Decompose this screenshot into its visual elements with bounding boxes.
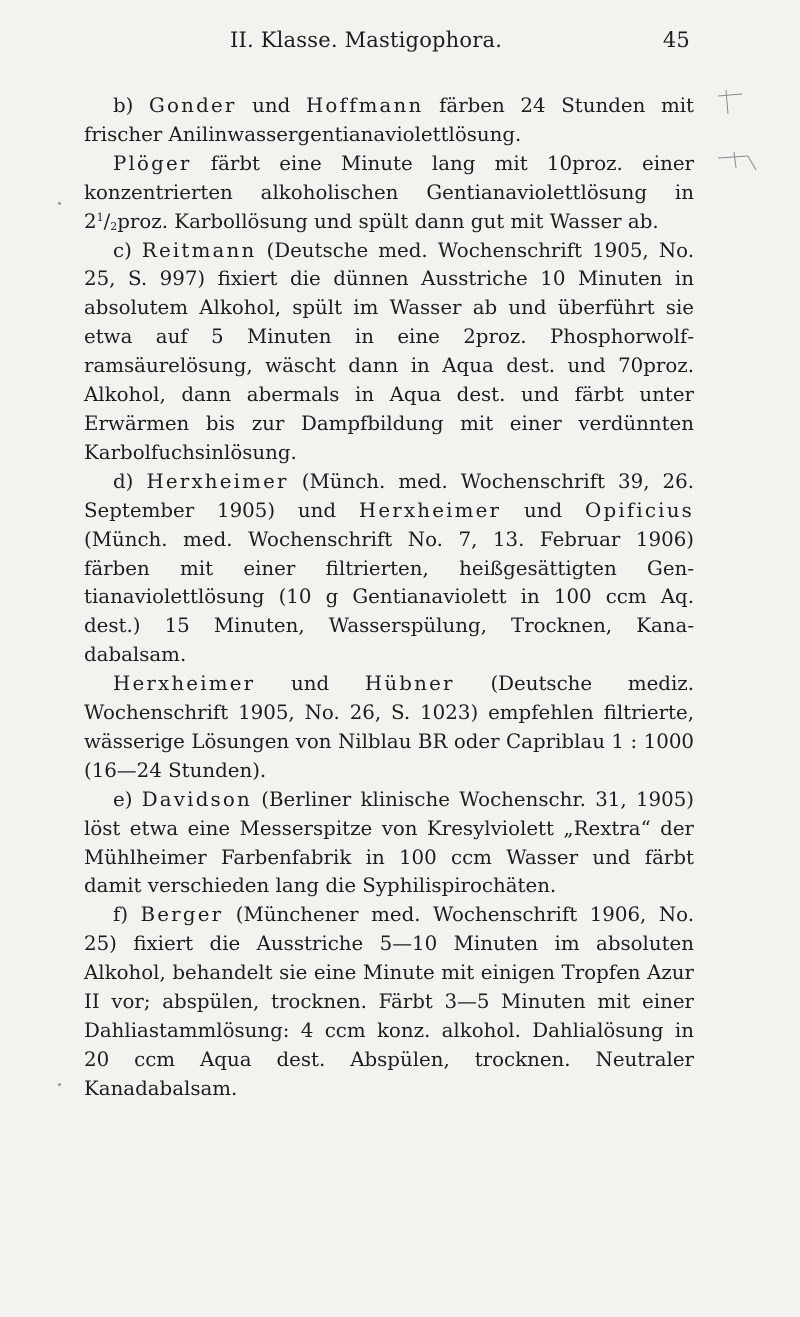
text-run: (Deutsche med. Wochenschrift 1905, No. 25, S. 997) fixiert die dünnen Ausstriche 10 Minuten in absolutem Alkohol, spült im Wasser ab und überführt sie etwa auf 5 Minuten in eine 2proz. Phosphorwolframsäurelösung, wäscht dann in Aqua dest. und 70proz. Alkohol, dann abermals in Aqua dest. und färbt unter Erwärmen bis zur Dampfbildung mit einer verdünnten Karbolfuchsinlösung. <box>84 238 694 464</box>
author-name: Plöger <box>113 151 192 175</box>
paragraph-d <box>84 468 694 670</box>
margin-dot <box>58 202 61 205</box>
text-run: und <box>236 94 306 117</box>
text-run: (Münch. med. Wochenschrift 39, 26. September 1905) und <box>84 469 694 522</box>
text-run: b) <box>113 94 150 117</box>
text-run: proz. Karbollösung und spült dann gut mit Wasser ab. <box>117 209 659 233</box>
text-run: färben 24 Stunden mit frischer Anilinwassergentianaviolettlösung. <box>84 94 695 146</box>
author-name: Berger <box>140 903 224 927</box>
author-name: Reitmann <box>141 238 257 262</box>
text-run: (Berliner klinische Wochenschr. 31, 1905) löst etwa eine Messerspitze von Kresylviolett „Rextra“ der Mühlheimer Farbenfabrik in 100 ccm Wasser und färbt damit verschieden lang die Syphilispirochäten. <box>84 787 695 898</box>
fraction-numerator: 1 <box>96 210 104 224</box>
text-run: c) <box>113 238 142 262</box>
text-run: (Deutsche mediz. Wochenschrift 1905, No. 26, S. 1023) empfehlen filtrierte, wässerige Lösungen von Nilblau BR oder Capriblau 1 : 1000 (16—24 Stunden). <box>84 672 695 782</box>
text-run: und <box>255 672 365 696</box>
margin-dot <box>58 1083 61 1086</box>
margin-pencil-mark-lower <box>712 148 762 188</box>
text-run: f) <box>113 903 141 927</box>
author-name: Davidson <box>141 787 252 811</box>
text-run: d) <box>113 469 147 493</box>
author-name: Opificius <box>585 498 694 522</box>
text-run: e) <box>113 787 142 811</box>
text-run: (Münch. med. Wochenschrift No. 7, 13. Februar 1906) färben mit einer filtrierten, heißgesättigten Gentianaviolettlösung (10 g Gentianaviolett in 100 ccm Aq. dest.) 15 Minuten, Wasserspülung, Trocknen, Kanadabalsam. <box>84 527 694 667</box>
body-text <box>84 92 694 1104</box>
paragraph-b <box>84 92 694 150</box>
paragraph-herx-huebner <box>84 670 694 786</box>
author-name: Hoffmann <box>305 94 424 117</box>
author-name: Herxheimer <box>113 672 256 696</box>
author-name: Hübner <box>364 672 455 696</box>
paragraph-f <box>84 901 694 1103</box>
paragraph-c <box>84 237 694 468</box>
text-run: färbt eine Minute lang mit 10proz. einer konzentrierten alkoholischen Gentianaviolettlösung in 2 <box>84 151 694 233</box>
paragraph-e <box>84 786 694 902</box>
text-run: / <box>103 209 111 233</box>
text-run: (Münchener med. Wochenschrift 1906, No. 25) fixiert die Ausstriche 5—10 Minuten im absoluten Alkohol, behandelt sie eine Minute mit einigen Tropfen Azur II vor; abspülen, trocknen. Färbt 3—5 Minuten mit einer Dahliastammlösung: 4 ccm konz. alkohol. Dahlialösung in 20 ccm Aqua dest. Abspülen, trocknen. Neutraler Kanadabalsam. <box>84 903 694 1100</box>
running-title: II. Klasse. Mastigophora. <box>230 28 503 52</box>
paragraph-ploeger <box>84 150 694 237</box>
margin-pencil-mark <box>712 88 752 128</box>
page-number: 45 <box>662 28 690 52</box>
author-name: Herxheimer <box>146 469 289 493</box>
text-run: und <box>501 498 586 522</box>
running-header <box>230 28 690 60</box>
author-name: Gonder <box>149 94 237 117</box>
author-name: Herxheimer <box>358 498 502 522</box>
fraction-denominator: 2 <box>110 219 118 233</box>
